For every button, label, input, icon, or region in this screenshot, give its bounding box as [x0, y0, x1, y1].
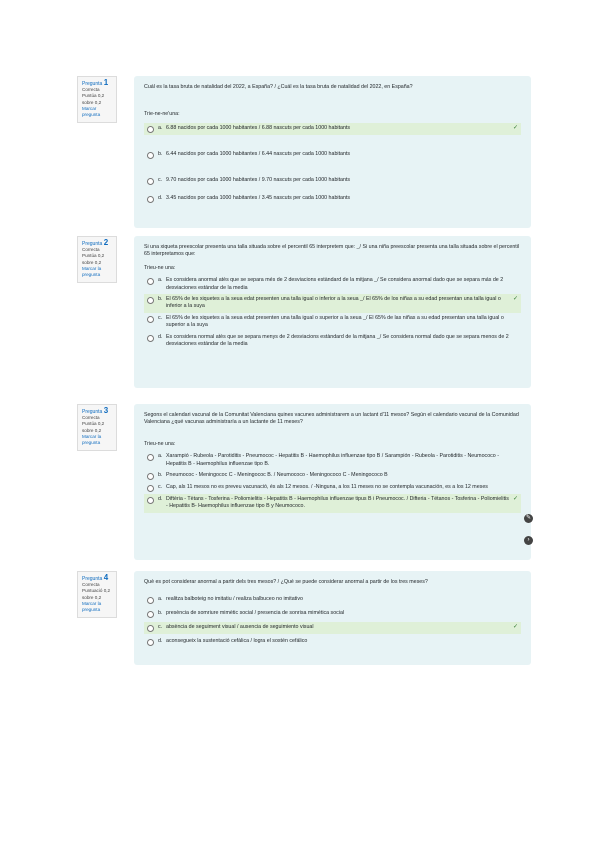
question-status: Correcta: [82, 87, 100, 93]
radio-button[interactable]: [147, 611, 154, 618]
option-text: Xarampió - Rubeola - Parotiditis - Pneumococ - Hepatitis B - Haemophilus influenzae tipo B / Sarampión - Rubeola - Parotiditis - Neumococo - Hepatitis B - Haemophilus influenzae tipo B.: [166, 453, 499, 467]
flag-question-link[interactable]: Marcar la pregunta: [82, 433, 102, 446]
question-label: Pregunta: [82, 576, 103, 582]
check-icon: ✓: [512, 296, 518, 303]
question-score: Puntúa 0,2: [82, 421, 105, 427]
radio-button[interactable]: [147, 278, 154, 285]
question-number: 1: [103, 78, 109, 87]
option-text: realitza balboteig no imitatiu / realiza balbuceo no imitativo: [166, 596, 303, 603]
option-letter: c.: [158, 176, 163, 183]
option-letter: d.: [158, 496, 163, 503]
option-text: Cap, als 11 mesos no es preveu vacunació, és als 12 mesos. / -Ninguna, a los 11 meses no se contempla vacunación, es a los 12 meses: [166, 484, 488, 491]
question-number: 2: [103, 238, 109, 247]
question-info-2: [77, 236, 117, 283]
question-score: Puntuació 0,2: [82, 588, 111, 594]
answer-option-b[interactable]: [144, 294, 521, 313]
radio-button[interactable]: [147, 485, 154, 492]
question-text: Segons el calendari vacunal de la Comunitat Valenciana quines vacunes administrarem a un lactant d'11 mesos? Según el calendario vacunal de la Comunidad Valenciana ¿qué vacunas administraría a un lactante de 11 meses?: [144, 412, 519, 426]
question-label: Pregunta: [82, 409, 103, 415]
answer-prompt: Trie-ne-ne'una:: [144, 111, 180, 118]
option-letter: b.: [158, 472, 163, 479]
radio-button[interactable]: [147, 497, 154, 504]
option-text: Diftèria - Tètans - Tosferina - Poliomielitis - Hepatitis B - Haemophilus influenzae tipus B i Pneumococ. / Difteria - Tétanos - Tosferina - Poliomielitis - Hepatitis B- Haemophilus influenzae tipo B y Neumococo.: [166, 496, 509, 510]
question-info-1: [77, 76, 117, 123]
answer-option-c[interactable]: [144, 622, 521, 634]
flag-question-link[interactable]: Marcar la pregunta: [82, 600, 102, 613]
option-text: Es considera normal atès que se separa menys de 2 desviacions estàndard de la mitjana _/ Se considera normal dado que se separa menos de 2 desviaciones estándar de la media: [166, 333, 509, 348]
option-text: presència de somriure mimètic social / presencia de sonrisa mimética social: [166, 610, 345, 617]
answer-option-b[interactable]: [144, 470, 521, 482]
radio-button[interactable]: [147, 196, 154, 203]
question-box-3: [134, 404, 531, 560]
option-letter: d.: [158, 638, 163, 645]
radio-button[interactable]: [147, 297, 154, 304]
option-text: aconsegueix la sustentació cefàlica / logra el sostén cefálico: [166, 638, 308, 645]
option-letter: a.: [158, 453, 163, 460]
question-number: 3: [103, 406, 109, 415]
question-status: Correcta: [82, 415, 100, 421]
question-text: Què es pot considerar anormal a partir dels tres mesos? / ¿Qué se puede considerar anormal a partir de los tres meses?: [144, 579, 428, 585]
radio-button[interactable]: [147, 597, 154, 604]
question-box-4: [134, 571, 531, 665]
question-status: Correcta: [82, 582, 100, 588]
question-label: Pregunta: [82, 241, 103, 247]
answer-option-c[interactable]: [144, 175, 521, 187]
question-status: Correcta: [82, 247, 100, 253]
answer-prompt: Trieu-ne una:: [144, 264, 176, 271]
option-letter: c.: [158, 624, 163, 631]
answer-option-d[interactable]: [144, 636, 521, 648]
side-nav-arrow-icon[interactable]: ›: [524, 536, 533, 545]
option-text: 9.70 nacidos por cada 1000 habitantes / 9.70 nascuts per cada 1000 habitants: [166, 176, 351, 183]
question-score-max: sobre 0,2: [82, 259, 102, 265]
question-label: Pregunta: [82, 81, 103, 87]
flag-question-link[interactable]: Marcar la pregunta: [82, 265, 102, 278]
answer-option-c[interactable]: [144, 313, 521, 332]
option-text: 6.88 nacidos por cada 1000 habitantes / 6.88 nascuts per cada 1000 habitants: [166, 124, 351, 131]
question-info-3: [77, 404, 117, 451]
option-letter: d.: [158, 333, 163, 340]
side-nav-pencil-icon[interactable]: ✎: [525, 515, 532, 521]
option-text: Es considera anormal atès que se separa més de 2 desviacions estàndard de la mitjana _/ Se considera anormal dado que se separa más de 2 desviaciones estándar de la media: [166, 277, 504, 291]
option-letter: c.: [158, 484, 163, 491]
answer-option-a[interactable]: [144, 275, 521, 294]
radio-button[interactable]: [147, 316, 154, 323]
question-score-max: sobre 0,2: [82, 594, 102, 600]
radio-button[interactable]: [147, 178, 154, 185]
option-text: 6.44 nacidos por cada 1000 habitantes / 6.44 nascuts per cada 1000 habitants: [166, 150, 351, 157]
option-text: absència de seguiment visual / ausencia de seguimiento visual: [166, 624, 314, 631]
question-number: 4: [103, 573, 109, 582]
answer-option-c[interactable]: [144, 482, 521, 494]
radio-button[interactable]: [147, 152, 154, 159]
question-score-max: sobre 0,2: [82, 99, 102, 105]
radio-button[interactable]: [147, 126, 154, 133]
answer-option-b[interactable]: [144, 149, 521, 161]
question-info-4: [77, 571, 117, 618]
check-icon: ✓: [512, 624, 518, 631]
option-letter: a.: [158, 277, 163, 284]
option-letter: b.: [158, 610, 163, 617]
option-text: El 65% de les xiquetes a la seua edat presenten una talla igual o inferior a la seua _/ El 65% de los niñas a su edad presentan una talla igual o inferior a la suya: [166, 296, 501, 310]
check-icon: ✓: [512, 496, 518, 503]
flag-question-link[interactable]: Marcar pregunta: [82, 105, 101, 118]
answer-option-a[interactable]: [144, 123, 521, 135]
option-letter: b.: [158, 150, 163, 157]
question-score-max: sobre 0,2: [82, 427, 102, 433]
question-text: Si una xiqueta preescolar presenta una talla situada sobre el percentil 65 interpretem que: _/ Si una niña preescolar presenta una talla situada sobre el percentil 65 interpretamos que:: [144, 244, 520, 258]
answer-option-d[interactable]: [144, 494, 521, 513]
radio-button[interactable]: [147, 335, 154, 342]
radio-button[interactable]: [147, 625, 154, 632]
answer-option-b[interactable]: [144, 608, 521, 620]
option-letter: c.: [158, 314, 163, 321]
option-letter: b.: [158, 296, 163, 303]
option-text: El 65% de les xiquetes a la seua edat presenten una talla igual o superior a la seua _/ El 65% de las niñas a su edad presentan una talla igual o superior a la suya: [166, 314, 504, 329]
question-box-1: [134, 76, 531, 228]
question-text: Cuál es la tasa bruta de natalidad del 2022, a España? / ¿Cuál es la tasa bruta de natalidad del 2022, en España?: [144, 84, 413, 90]
question-score: Puntúa 0,2: [82, 253, 105, 259]
check-icon: ✓: [512, 124, 518, 131]
answer-option-a[interactable]: [144, 594, 521, 606]
answer-option-a[interactable]: [144, 451, 521, 470]
answer-option-d[interactable]: [144, 193, 521, 205]
option-text: 3.45 nacidos por cada 1000 habitantes / 3.45 nascuts per cada 1000 habitants: [166, 194, 351, 201]
radio-button[interactable]: [147, 454, 154, 461]
question-box-2: [134, 236, 531, 388]
radio-button[interactable]: [147, 639, 154, 646]
option-letter: a.: [158, 596, 163, 603]
question-score: Puntúa 0,2: [82, 93, 105, 99]
option-letter: d.: [158, 194, 163, 201]
radio-button[interactable]: [147, 473, 154, 480]
option-letter: a.: [158, 124, 163, 131]
answer-option-d[interactable]: [144, 332, 521, 351]
answer-prompt: Trieu-ne una:: [144, 440, 176, 447]
option-text: Pneumococ - Meningococ C - Meningococ B. / Neumococo - Meningococo C - Meningococo B: [166, 472, 388, 479]
